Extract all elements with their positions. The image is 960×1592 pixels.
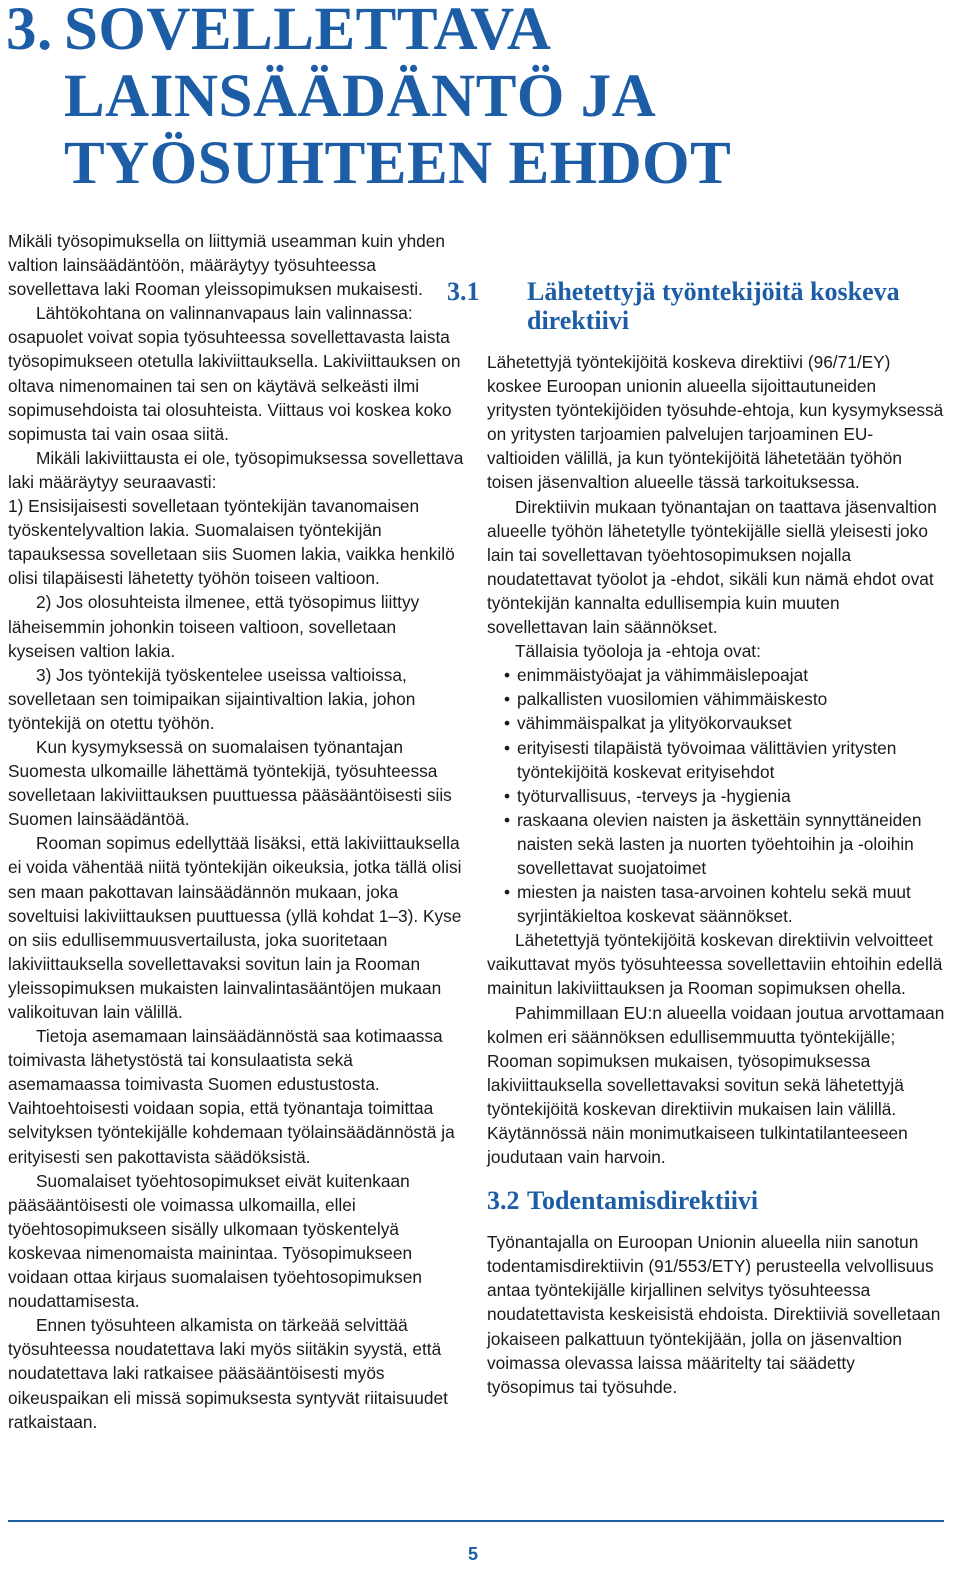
left-column <box>8 229 464 1434</box>
list-item: • erityisesti tilapäistä työvoimaa välittävien yritysten työntekijöitä koskevat erityisehdot <box>487 736 945 784</box>
paragraph: 2) Jos olosuhteista ilmenee, että työsopimus liittyy läheisemmin johonkin toiseen valtioon, sovelletaan kyseisen valtion lakia. <box>8 592 420 661</box>
paragraph: 3) Jos työntekijä työskentelee useissa valtioissa, sovelletaan sen toimipaikan sijaintivaltion lakia, johon työntekijä on otettu työhön. <box>8 664 416 733</box>
title-line-1: 3. SOVELLETTAVA <box>6 0 946 63</box>
list-item: • palkallisten vuosilomien vähimmäiskesto <box>487 687 945 711</box>
section-heading-3-1 <box>447 277 945 335</box>
footer-rule <box>8 1520 944 1522</box>
title-line-3: TYÖSUHTEEN EHDOT <box>64 130 732 197</box>
paragraph: 1) Ensisijaisesti sovelletaan työntekijän tavanomaisen työskentelyvaltion lakia. Suomalaisen työntekijän tapauksessa sovelletaan siis Suomen lakia, vaikka henkilö olisi tilapäisesti lähetetty työhön toiseen valtioon. <box>8 496 455 589</box>
page-title <box>6 0 946 197</box>
paragraph: Tällaisia työoloja ja -ehtoja ovat: <box>515 641 761 662</box>
paragraph: Lähtökohtana on valinnanvapaus lain valinnassa: osapuolet voivat sopia työsuhteessa sovellettavasta laista työsopimukseen otetulla lakiviittauksella. Lakiviittauksen on oltava nimenomainen tai sen on käytävä selkeästi ilmi sopimusehdoista tai olosuhteista. Viittaus voi koskea koko sopimusta tai vain osaa siitä. <box>8 303 461 444</box>
section-number: 3.2 <box>487 1186 520 1216</box>
section-title: Lähetettyjä työntekijöitä koskeva direktiivi <box>527 277 900 335</box>
list-item: • miesten ja naisten tasa-arvoinen kohtelu sekä muut syrjintäkieltoa koskevat säännökset. <box>487 880 945 928</box>
paragraph: Rooman sopimus edellyttää lisäksi, että lakiviittauksella ei voida vähentää niitä työntekijän oikeuksia, jotka tällä olisi sen maan pakottavan lainsäädännön mukaan, joka soveltuisi lakiviittauksen puuttuessa (yllä kohdat 1–3). Kyse on siis edullisemmuusvertailusta, joka suoritetaan lakiviittauksella sovellettavaksi sovitun lain ja Rooman yleissopimuksen mukaisten lainvalintasääntöjen mukaan valikoituvan lain välillä. <box>8 833 462 1022</box>
paragraph: Mikäli työsopimuksella on liittymiä useamman kuin yhden valtion lainsäädäntöön, määräytyy työsuhteessa sovellettava laki Rooman yleissopimuksen mukaisesti. <box>8 231 446 300</box>
conditions-list <box>487 663 945 928</box>
paragraph: Direktiivin mukaan työnantajan on taattava jäsenvaltion alueelle työhön lähetetylle työntekijälle siellä yleisesti joko lain tai sovellettavan työehtosopimuksen nojalla noudatettavat työolot ja -ehdot, sikäli kun nämä ehdot ovat työntekijän kannalta edullisempia kuin muuten sovellettavan lain säännökset. <box>487 496 937 638</box>
paragraph: Lähetettyjä työntekijöitä koskeva direktiivi (96/71/EY) koskee Euroopan unionin alueella sijoittautuneiden yritysten työntekijöiden työsuhde-ehtoja, kun kysymyksessä on yritysten tarjoamien palvelujen tarjoaminen EU-valtioiden välillä, ja kun työntekijöitä lähetetään työhön toisen jäsenvaltion alueelle tässä tarkoituksessa. <box>487 352 944 493</box>
paragraph: Suomalaiset työehtosopimukset eivät kuitenkaan pääsääntöisesti ole voimassa ulkomailla, ellei työehtosopimukseen sisälly ulkomaan työskentelyä koskevaa nimenomaista mainintaa. Työsopimukseen voidaan ottaa kirjaus suomalaisen työehtosopimuksen noudattamisesta. <box>8 1170 423 1312</box>
paragraph: Mikäli lakiviittausta ei ole, työsopimuksessa sovellettava laki määräytyy seuraavasti: <box>8 447 464 492</box>
list-item: • enimmäistyöajat ja vähimmäislepoajat <box>487 663 945 687</box>
page-number: 5 <box>467 1544 478 1564</box>
section-heading-3-2 <box>487 1186 945 1215</box>
paragraph: Ennen työsuhteen alkamista on tärkeää selvittää työsuhteessa noudatettava laki myös siitäkin syystä, että noudatettava laki ratkaisee pääsääntöisesti myös oikeuspaikan eli missä sopimuksesta syntyvät riitaisuudet ratkaistaan. <box>8 1315 448 1432</box>
title-line-2: LAINSÄÄDÄNTÖ JA <box>64 63 657 130</box>
list-item: • työturvallisuus, -terveys ja -hygienia <box>487 784 945 808</box>
section-number: 3.1 <box>447 277 480 306</box>
right-column <box>447 229 945 1399</box>
paragraph: Pahimmillaan EU:n alueella voidaan joutua arvottamaan kolmen eri säännöksen edullisemmuutta työntekijälle; Rooman sopimuksen mukaisen, työsopimuksessa lakiviittauksella sovellettavaksi sovitun sekä lähetettyjä työntekijöitä koskevan direktiivin mukaisen lain välillä. Käytännössä näin monimutkaiseen tulkintatilanteeseen joudutaan vain harvoin. <box>487 1002 945 1168</box>
paragraph: Tietoja asemamaan lainsäädännöstä saa kotimaassa toimivasta lähetystöstä tai konsulaatista sekä asemamaassa toimivasta Suomen edustustosta. Vaihtoehtoisesti voidaan sopia, että työnantaja toimittaa selvityksen työntekijälle kohdemaan työlainsäädännöstä ja erityisesti sen pakottavista säädöksistä. <box>8 1026 455 1167</box>
list-item: • raskaana olevien naisten ja äskettäin synnyttäneiden naisten sekä lasten ja nuorten työehtoihin ja -oloihin sovellettavat suojatoimet <box>487 808 945 880</box>
section-title: Todentamisdirektiivi <box>527 1186 759 1216</box>
paragraph: Työnantajalla on Euroopan Unionin alueella niin sanotun todentamisdirektiivin (91/553/ETY) perusteella velvollisuus antaa työntekijälle kirjallinen selvitys työsuhteessa noudatettavista keskeisistä ehdoista. Direktiiviä sovelletaan jokaiseen palkattuun työntekijään, jolla on jäsenvaltion voimassa olevassa laissa määritelty tai säädetty työsopimus tai työsuhde. <box>487 1232 941 1397</box>
title-number: 3. <box>6 0 53 63</box>
paragraph: Lähetettyjä työntekijöitä koskevan direktiivin velvoitteet vaikuttavat myös työsuhteessa sovellettaviin ehtoihin edellä mainitun lakiviittauksen ja Rooman sopimuksen ohella. <box>487 930 943 999</box>
paragraph: Kun kysymyksessä on suomalaisen työnantajan Suomesta ulkomaille lähettämä työntekijä, työsuhteessa sovelletaan lakiviittauksen puuttuessa pääsääntöisesti siis Suomen lainsäädäntöä. <box>8 736 452 830</box>
list-item: • vähimmäispalkat ja ylityökorvaukset <box>487 711 945 735</box>
